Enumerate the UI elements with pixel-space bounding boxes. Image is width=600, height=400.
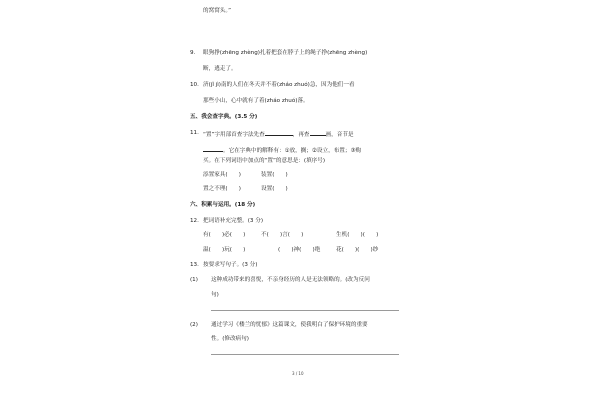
q11-word-1: 添置家具( ) (203, 172, 241, 178)
q9-number: 9. (190, 50, 196, 56)
section6-title: 六、积累与运用。 (190, 202, 235, 208)
q11-word-4: 设置( ) (261, 186, 288, 192)
q13-instruction: 按要求写句子。(3 分) (203, 262, 258, 268)
q11-line1-b: ，再查 (292, 132, 310, 138)
q11-line2 (203, 146, 361, 155)
idiom-2: 不( )言( ) (261, 232, 304, 238)
section6-score: (18 分) (234, 202, 256, 208)
page-number: 3 / 10 (292, 371, 304, 376)
section5-heading (190, 114, 257, 121)
q13-sub2-number: (2) (190, 322, 198, 328)
strokes-blank[interactable] (310, 130, 326, 136)
section5-score: (3.5 分) (234, 114, 258, 120)
q13-sub2-line2: 性。(修改病句) (211, 336, 249, 342)
q11-line1 (203, 130, 354, 139)
q13-sub2-line1: 通过学习《楼兰的忧郁》这篇课文，使我明白了保护环境的重要 (211, 322, 368, 328)
q10-line1: 济(jǐ jì)南的人们在冬天并不着(zháo zhuó)急，因为他们一看 (203, 82, 355, 88)
q11-word-3: 置之不理( ) (203, 186, 241, 192)
q9-line2: 断，逃走了。 (203, 66, 237, 72)
q12-number: 12. (190, 218, 199, 224)
q13-sub1-line1: 这种成功带来的喜悦，不亲身经历的人是无法领略的。(改为反问 (211, 277, 370, 283)
idiom-3: 生机( )( ) (336, 232, 379, 238)
answer-line-2[interactable] (211, 354, 399, 355)
q11-line3: 买。在下列词语中加点的“置”的意思是：(填序号) (203, 158, 326, 164)
idiom-1: 有( )必( ) (203, 232, 246, 238)
q13-sub1-number: (1) (190, 277, 198, 283)
q9-line1: 眼狗挣(zhēng zhèng)扎着把套在脖子上的绳子挣(zhēng zhèng) (203, 50, 368, 56)
q11-word-2: 装置( ) (261, 172, 288, 178)
section6-heading (190, 202, 255, 209)
q13-number: 13. (190, 262, 199, 268)
q12-instruction: 把词语补充完整。(3 分) (203, 218, 264, 224)
q10-number: 10. (190, 82, 199, 88)
q8-tail-text: 的窝窝头。” (203, 8, 232, 14)
syllable-blank[interactable] (203, 146, 223, 152)
q13-sub1-line2: 句) (211, 292, 219, 298)
q11-line2-a: 。它在字典中的解释有：①放，搁；②设立，布置；③购 (223, 148, 362, 154)
idiom-5: ( )神( )绝 (278, 247, 321, 253)
radical-blank[interactable] (265, 130, 293, 136)
idiom-6: 花( )( )纱 (336, 247, 379, 253)
idiom-4: 温( )玩( ) (203, 247, 246, 253)
q11-line1-c: 画，音节是 (325, 132, 354, 138)
section5-title: 五、我会查字典。 (190, 114, 235, 120)
q11-line1-a: “置”字用部首查字法先查 (203, 132, 265, 138)
answer-line-1[interactable] (211, 310, 399, 311)
q10-line2: 那些小山，心中就有了着(zháo zhuó)落。 (203, 98, 309, 104)
q11-number: 11. (190, 130, 199, 136)
